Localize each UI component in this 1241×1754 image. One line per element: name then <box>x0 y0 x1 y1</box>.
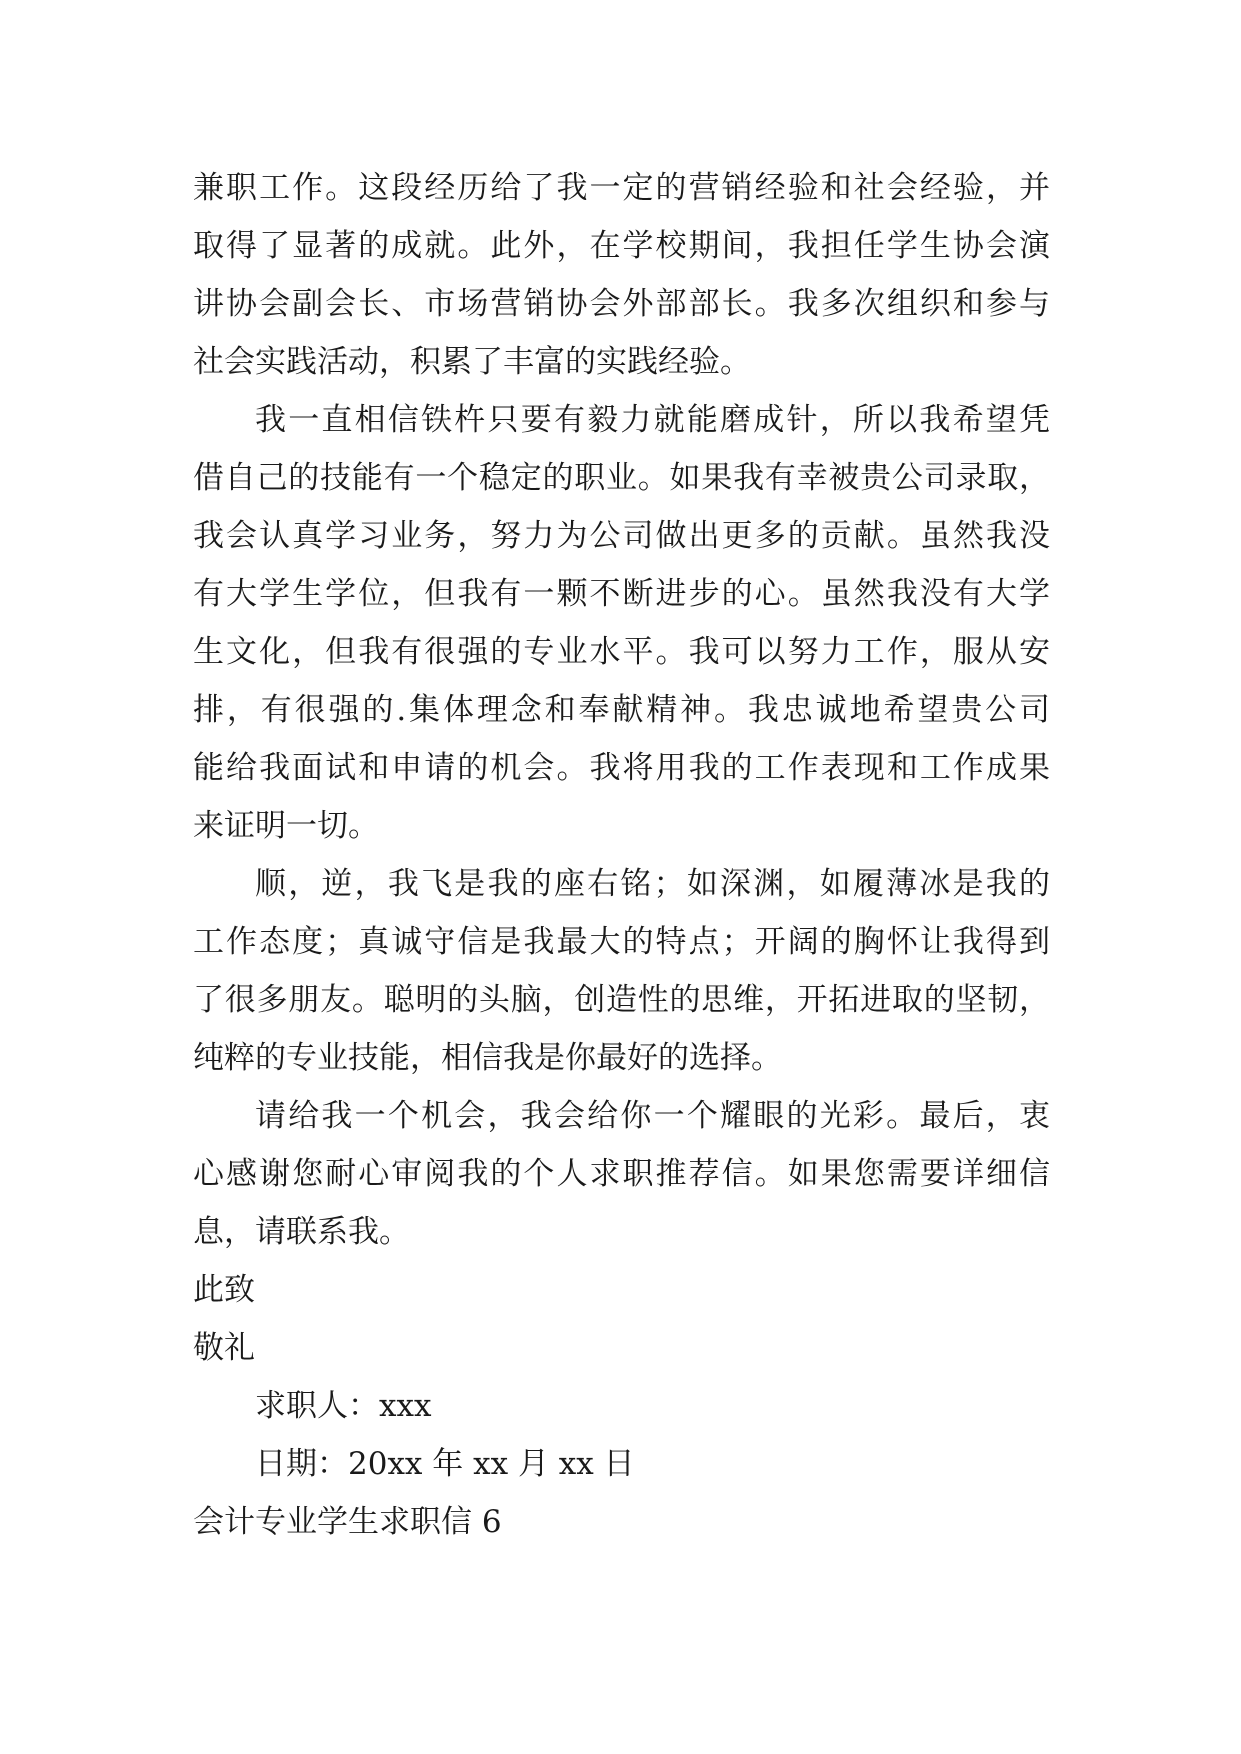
body-text-line: 讲协会副会长、市场营销协会外部部长。我多次组织和参与 <box>193 286 1050 322</box>
section-title: 会计专业学生求职信 6 <box>193 1504 502 1540</box>
body-text-line: 心感谢您耐心审阅我的个人求职推荐信。如果您需要详细信 <box>193 1156 1050 1192</box>
body-text-line: 有大学生学位，但我有一颗不断进步的心。虽然我没有大学 <box>193 576 1050 612</box>
body-text-line: 来证明一切。 <box>193 808 379 844</box>
body-text-line: 取得了显著的成就。此外，在学校期间，我担任学生协会演 <box>193 228 1050 264</box>
body-text-line: 能给我面试和申请的机会。我将用我的工作表现和工作成果 <box>193 750 1050 786</box>
body-text-line: 社会实践活动，积累了丰富的实践经验。 <box>193 344 751 380</box>
body-text-line: 借自己的技能有一个稳定的职业。如果我有幸被贵公司录取， <box>193 460 1050 496</box>
body-text-line: 息，请联系我。 <box>193 1214 410 1250</box>
body-text-line: 生文化，但我有很强的专业水平。我可以努力工作，服从安 <box>193 634 1050 670</box>
applicant-signature: 求职人：xxx <box>255 1388 432 1424</box>
body-text-line: 我一直相信铁杵只要有毅力就能磨成针，所以我希望凭 <box>255 402 1050 438</box>
closing-salutation: 此致 <box>193 1272 255 1308</box>
body-text-line: 工作态度；真诚守信是我最大的特点；开阔的胸怀让我得到 <box>193 924 1050 960</box>
letter-date: 日期：20xx 年 xx 月 xx 日 <box>255 1446 635 1482</box>
body-text-line: 纯粹的专业技能，相信我是你最好的选择。 <box>193 1040 782 1076</box>
body-text-line: 排，有很强的.集体理念和奉献精神。我忠诚地希望贵公司 <box>193 692 1050 728</box>
body-text-line: 顺，逆，我飞是我的座右铭；如深渊，如履薄冰是我的 <box>255 866 1050 902</box>
body-text-line: 请给我一个机会，我会给你一个耀眼的光彩。最后，衷 <box>255 1098 1050 1134</box>
body-text-line: 了很多朋友。聪明的头脑，创造性的思维，开拓进取的坚韧， <box>193 982 1050 1018</box>
body-text-line: 我会认真学习业务，努力为公司做出更多的贡献。虽然我没 <box>193 518 1050 554</box>
body-text-line: 兼职工作。这段经历给了我一定的营销经验和社会经验，并 <box>193 170 1050 206</box>
closing-regards: 敬礼 <box>193 1330 255 1366</box>
